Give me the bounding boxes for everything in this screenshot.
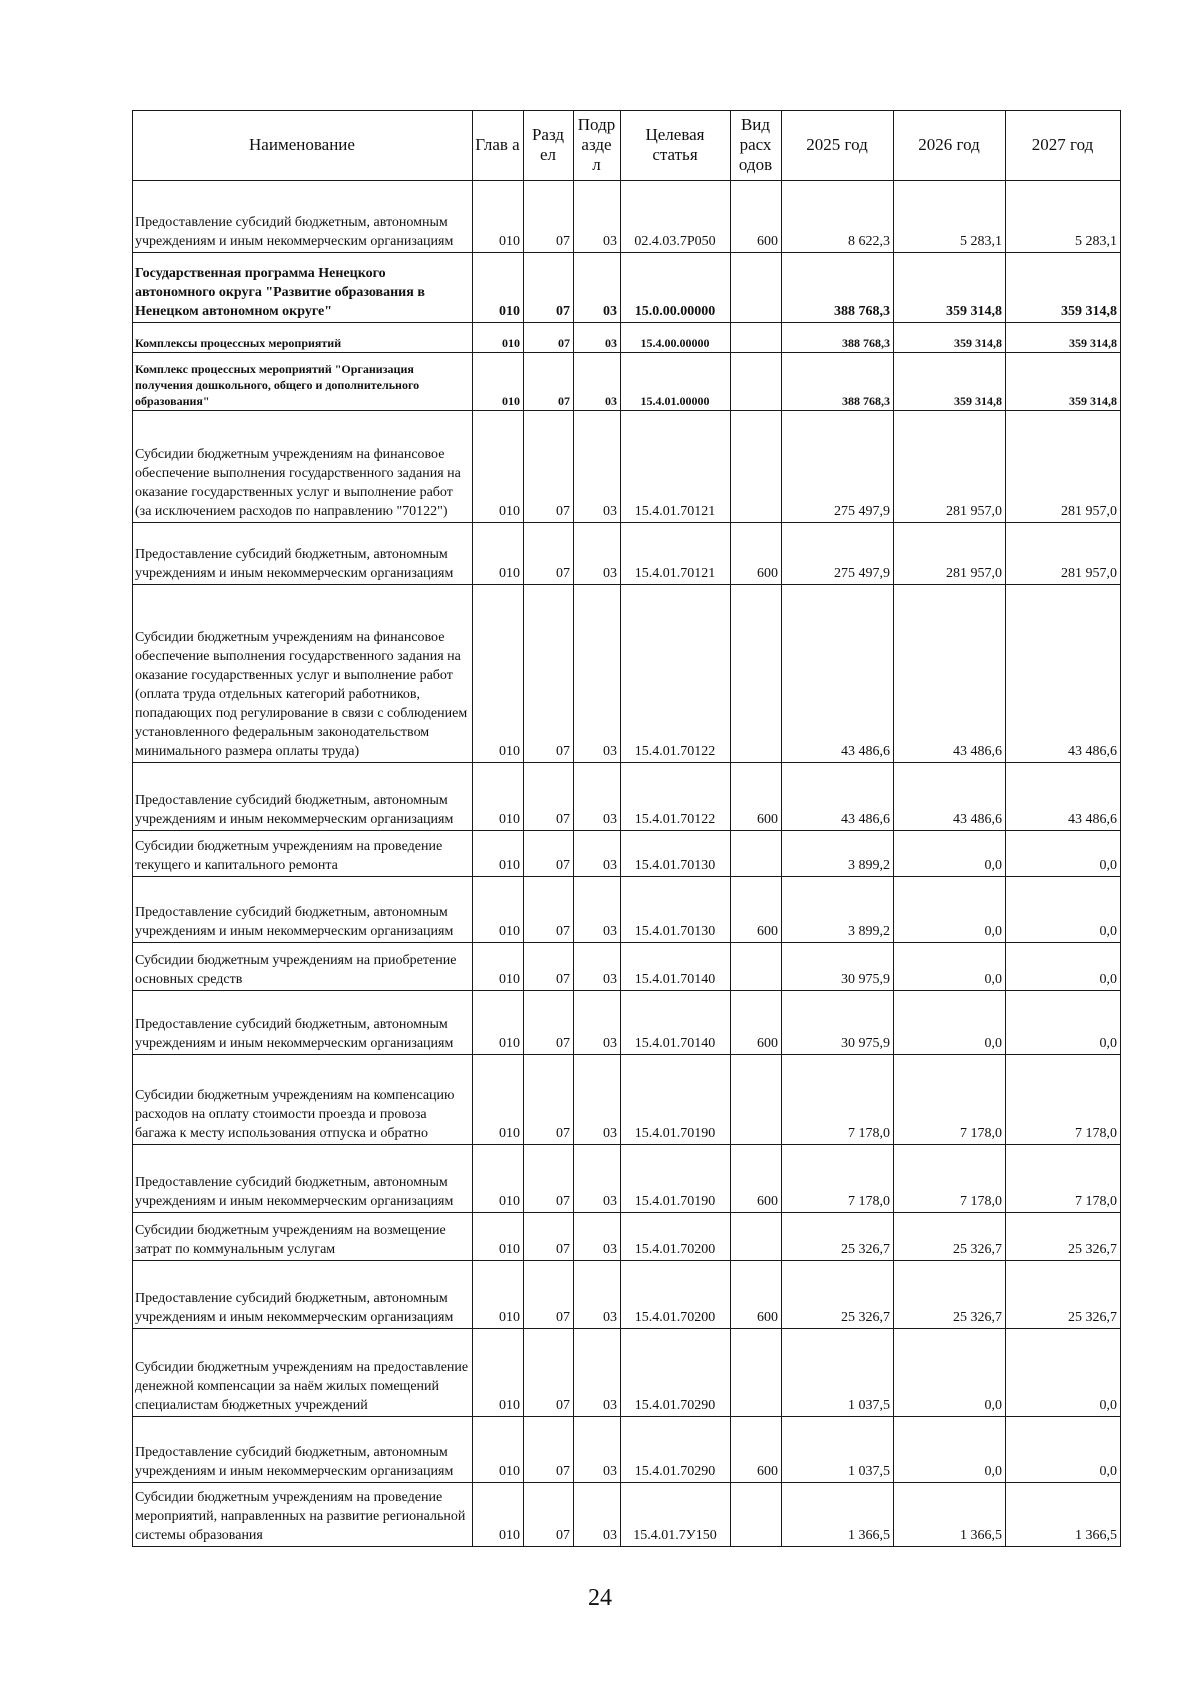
row-name-cell: Субсидии бюджетным учреждениям на проведение текущего и капитального ремонта xyxy=(133,831,473,877)
vid-rashodov-cell xyxy=(731,585,782,763)
razdel-cell: 07 xyxy=(524,585,574,763)
year-2026-cell: 359 314,8 xyxy=(894,253,1006,323)
razdel-cell: 07 xyxy=(524,1213,574,1261)
vid-rashodov-cell xyxy=(731,831,782,877)
tselevaya-statya-cell: 15.4.01.70140 xyxy=(621,943,731,991)
row-name-cell: Субсидии бюджетным учреждениям на приобретение основных средств xyxy=(133,943,473,991)
row-name-cell: Комплексы процессных мероприятий xyxy=(133,323,473,353)
glava-cell: 010 xyxy=(473,411,524,523)
row-name-cell: Субсидии бюджетным учреждениям на возмещение затрат по коммунальным услугам xyxy=(133,1213,473,1261)
podrazdel-cell: 03 xyxy=(574,323,621,353)
year-2025-cell: 8 622,3 xyxy=(782,181,894,253)
table-row xyxy=(133,585,1121,763)
vid-rashodov-cell xyxy=(731,253,782,323)
table-row xyxy=(133,253,1121,323)
year-2026-cell: 359 314,8 xyxy=(894,353,1006,411)
razdel-cell: 07 xyxy=(524,1483,574,1547)
table-row xyxy=(133,1145,1121,1213)
glava-cell: 010 xyxy=(473,763,524,831)
razdel-cell: 07 xyxy=(524,1261,574,1329)
year-2025-cell: 1 037,5 xyxy=(782,1417,894,1483)
vid-rashodov-cell xyxy=(731,1055,782,1145)
year-2025-cell: 30 975,9 xyxy=(782,991,894,1055)
tselevaya-statya-cell: 15.4.01.70122 xyxy=(621,763,731,831)
row-name-cell: Предоставление субсидий бюджетным, автономным учреждениям и иным некоммерческим организациям xyxy=(133,763,473,831)
razdel-cell: 07 xyxy=(524,1145,574,1213)
year-2025-cell: 388 768,3 xyxy=(782,353,894,411)
page-number: 24 xyxy=(588,1585,612,1611)
year-2026-cell: 0,0 xyxy=(894,1417,1006,1483)
year-2025-cell: 3 899,2 xyxy=(782,831,894,877)
podrazdel-cell: 03 xyxy=(574,1145,621,1213)
header-podrazdel: Подр азде л xyxy=(574,111,621,181)
vid-rashodov-cell xyxy=(731,1483,782,1547)
year-2025-cell: 25 326,7 xyxy=(782,1213,894,1261)
row-name-cell: Субсидии бюджетным учреждениям на компенсацию расходов на оплату стоимости проезда и провоза багажа к месту использования отпуска и обратно xyxy=(133,1055,473,1145)
table-row xyxy=(133,323,1121,353)
year-2027-cell: 0,0 xyxy=(1006,943,1121,991)
glava-cell: 010 xyxy=(473,1329,524,1417)
razdel-cell: 07 xyxy=(524,253,574,323)
table-row xyxy=(133,877,1121,943)
table-row xyxy=(133,763,1121,831)
podrazdel-cell: 03 xyxy=(574,1417,621,1483)
tselevaya-statya-cell: 15.4.01.70290 xyxy=(621,1417,731,1483)
podrazdel-cell: 03 xyxy=(574,1483,621,1547)
year-2027-cell: 43 486,6 xyxy=(1006,763,1121,831)
header-tselevaya-statya: Целевая статья xyxy=(621,111,731,181)
table-row xyxy=(133,181,1121,253)
podrazdel-cell: 03 xyxy=(574,1213,621,1261)
year-2025-cell: 275 497,9 xyxy=(782,523,894,585)
vid-rashodov-cell xyxy=(731,411,782,523)
podrazdel-cell: 03 xyxy=(574,585,621,763)
table-row xyxy=(133,1213,1121,1261)
vid-rashodov-cell xyxy=(731,323,782,353)
podrazdel-cell: 03 xyxy=(574,877,621,943)
table-row xyxy=(133,1483,1121,1547)
glava-cell: 010 xyxy=(473,523,524,585)
glava-cell: 010 xyxy=(473,831,524,877)
table-row xyxy=(133,991,1121,1055)
glava-cell: 010 xyxy=(473,253,524,323)
razdel-cell: 07 xyxy=(524,181,574,253)
year-2026-cell: 281 957,0 xyxy=(894,523,1006,585)
year-2026-cell: 1 366,5 xyxy=(894,1483,1006,1547)
year-2025-cell: 275 497,9 xyxy=(782,411,894,523)
podrazdel-cell: 03 xyxy=(574,181,621,253)
table-row xyxy=(133,943,1121,991)
year-2027-cell: 7 178,0 xyxy=(1006,1055,1121,1145)
glava-cell: 010 xyxy=(473,353,524,411)
glava-cell: 010 xyxy=(473,1145,524,1213)
row-name-cell: Субсидии бюджетным учреждениям на предоставление денежной компенсации за наём жилых помещений специалистам бюджетных учреждений xyxy=(133,1329,473,1417)
year-2025-cell: 7 178,0 xyxy=(782,1055,894,1145)
tselevaya-statya-cell: 15.4.01.70190 xyxy=(621,1145,731,1213)
year-2026-cell: 359 314,8 xyxy=(894,323,1006,353)
vid-rashodov-cell: 600 xyxy=(731,763,782,831)
tselevaya-statya-cell: 15.4.01.70130 xyxy=(621,877,731,943)
glava-cell: 010 xyxy=(473,943,524,991)
tselevaya-statya-cell: 02.4.03.7Р050 xyxy=(621,181,731,253)
year-2027-cell: 0,0 xyxy=(1006,1329,1121,1417)
year-2026-cell: 5 283,1 xyxy=(894,181,1006,253)
vid-rashodov-cell xyxy=(731,943,782,991)
glava-cell: 010 xyxy=(473,323,524,353)
razdel-cell: 07 xyxy=(524,877,574,943)
year-2027-cell: 281 957,0 xyxy=(1006,411,1121,523)
table-row xyxy=(133,523,1121,585)
row-name-cell: Предоставление субсидий бюджетным, автономным учреждениям и иным некоммерческим организациям xyxy=(133,1261,473,1329)
row-name-cell: Предоставление субсидий бюджетным, автономным учреждениям и иным некоммерческим организациям xyxy=(133,991,473,1055)
year-2027-cell: 0,0 xyxy=(1006,1417,1121,1483)
year-2027-cell: 281 957,0 xyxy=(1006,523,1121,585)
year-2026-cell: 0,0 xyxy=(894,943,1006,991)
year-2025-cell: 30 975,9 xyxy=(782,943,894,991)
razdel-cell: 07 xyxy=(524,763,574,831)
year-2026-cell: 7 178,0 xyxy=(894,1145,1006,1213)
vid-rashodov-cell: 600 xyxy=(731,1261,782,1329)
year-2027-cell: 43 486,6 xyxy=(1006,585,1121,763)
table-row xyxy=(133,1417,1121,1483)
razdel-cell: 07 xyxy=(524,991,574,1055)
year-2027-cell: 359 314,8 xyxy=(1006,323,1121,353)
vid-rashodov-cell: 600 xyxy=(731,1145,782,1213)
header-glava: Глав а xyxy=(473,111,524,181)
razdel-cell: 07 xyxy=(524,831,574,877)
tselevaya-statya-cell: 15.0.00.00000 xyxy=(621,253,731,323)
podrazdel-cell: 03 xyxy=(574,1329,621,1417)
tselevaya-statya-cell: 15.4.01.70121 xyxy=(621,411,731,523)
row-name-cell: Предоставление субсидий бюджетным, автономным учреждениям и иным некоммерческим организациям xyxy=(133,877,473,943)
tselevaya-statya-cell: 15.4.01.70140 xyxy=(621,991,731,1055)
podrazdel-cell: 03 xyxy=(574,763,621,831)
tselevaya-statya-cell: 15.4.00.00000 xyxy=(621,323,731,353)
podrazdel-cell: 03 xyxy=(574,411,621,523)
vid-rashodov-cell: 600 xyxy=(731,523,782,585)
glava-cell: 010 xyxy=(473,1417,524,1483)
year-2025-cell: 25 326,7 xyxy=(782,1261,894,1329)
table-row xyxy=(133,1261,1121,1329)
glava-cell: 010 xyxy=(473,585,524,763)
podrazdel-cell: 03 xyxy=(574,253,621,323)
razdel-cell: 07 xyxy=(524,523,574,585)
glava-cell: 010 xyxy=(473,1213,524,1261)
razdel-cell: 07 xyxy=(524,1329,574,1417)
year-2026-cell: 0,0 xyxy=(894,877,1006,943)
year-2026-cell: 281 957,0 xyxy=(894,411,1006,523)
razdel-cell: 07 xyxy=(524,1417,574,1483)
podrazdel-cell: 03 xyxy=(574,1261,621,1329)
vid-rashodov-cell: 600 xyxy=(731,991,782,1055)
year-2027-cell: 7 178,0 xyxy=(1006,1145,1121,1213)
glava-cell: 010 xyxy=(473,1261,524,1329)
podrazdel-cell: 03 xyxy=(574,523,621,585)
vid-rashodov-cell xyxy=(731,1329,782,1417)
glava-cell: 010 xyxy=(473,877,524,943)
year-2026-cell: 0,0 xyxy=(894,991,1006,1055)
podrazdel-cell: 03 xyxy=(574,831,621,877)
year-2025-cell: 43 486,6 xyxy=(782,585,894,763)
year-2025-cell: 388 768,3 xyxy=(782,253,894,323)
row-name-cell: Предоставление субсидий бюджетным, автономным учреждениям и иным некоммерческим организациям xyxy=(133,1145,473,1213)
year-2027-cell: 0,0 xyxy=(1006,831,1121,877)
year-2026-cell: 25 326,7 xyxy=(894,1213,1006,1261)
row-name-cell: Субсидии бюджетным учреждениям на финансовое обеспечение выполнения государственного задания на оказание государственных услуг и выполнение работ (оплата труда отдельных категорий работников, попадающих под регулирование в связи с соблюдением установленного федеральным законодательством минимального размера оплаты труда) xyxy=(133,585,473,763)
year-2025-cell: 7 178,0 xyxy=(782,1145,894,1213)
header-name: Наименование xyxy=(133,111,473,181)
tselevaya-statya-cell: 15.4.01.70200 xyxy=(621,1213,731,1261)
year-2026-cell: 43 486,6 xyxy=(894,763,1006,831)
year-2025-cell: 1 366,5 xyxy=(782,1483,894,1547)
year-2025-cell: 3 899,2 xyxy=(782,877,894,943)
podrazdel-cell: 03 xyxy=(574,1055,621,1145)
glava-cell: 010 xyxy=(473,1483,524,1547)
tselevaya-statya-cell: 15.4.01.7У150 xyxy=(621,1483,731,1547)
year-2027-cell: 25 326,7 xyxy=(1006,1213,1121,1261)
header-vid-rashodov: Вид расх одов xyxy=(731,111,782,181)
budget-table xyxy=(132,110,1121,1547)
tselevaya-statya-cell: 15.4.01.70122 xyxy=(621,585,731,763)
glava-cell: 010 xyxy=(473,991,524,1055)
year-2027-cell: 0,0 xyxy=(1006,991,1121,1055)
row-name-cell: Государственная программа Ненецкого автономного округа "Развитие образования в Ненецком автономном округе" xyxy=(133,253,473,323)
razdel-cell: 07 xyxy=(524,1055,574,1145)
razdel-cell: 07 xyxy=(524,353,574,411)
year-2026-cell: 43 486,6 xyxy=(894,585,1006,763)
tselevaya-statya-cell: 15.4.01.70200 xyxy=(621,1261,731,1329)
vid-rashodov-cell: 600 xyxy=(731,1417,782,1483)
vid-rashodov-cell xyxy=(731,1213,782,1261)
year-2027-cell: 25 326,7 xyxy=(1006,1261,1121,1329)
header-year-2027: 2027 год xyxy=(1006,111,1121,181)
year-2027-cell: 359 314,8 xyxy=(1006,353,1121,411)
razdel-cell: 07 xyxy=(524,411,574,523)
year-2027-cell: 359 314,8 xyxy=(1006,253,1121,323)
row-name-cell: Комплекс процессных мероприятий "Организация получения дошкольного, общего и дополнительного образования" xyxy=(133,353,473,411)
row-name-cell: Предоставление субсидий бюджетным, автономным учреждениям и иным некоммерческим организациям xyxy=(133,523,473,585)
tselevaya-statya-cell: 15.4.01.70130 xyxy=(621,831,731,877)
table-row xyxy=(133,411,1121,523)
year-2026-cell: 0,0 xyxy=(894,831,1006,877)
row-name-cell: Предоставление субсидий бюджетным, автономным учреждениям и иным некоммерческим организациям xyxy=(133,1417,473,1483)
year-2025-cell: 1 037,5 xyxy=(782,1329,894,1417)
year-2026-cell: 25 326,7 xyxy=(894,1261,1006,1329)
vid-rashodov-cell: 600 xyxy=(731,181,782,253)
table-row xyxy=(133,353,1121,411)
podrazdel-cell: 03 xyxy=(574,943,621,991)
table-body xyxy=(133,181,1121,1547)
row-name-cell: Субсидии бюджетным учреждениям на финансовое обеспечение выполнения государственного задания на оказание государственных услуг и выполнение работ (за исключением расходов по направлению "70122") xyxy=(133,411,473,523)
razdel-cell: 07 xyxy=(524,323,574,353)
tselevaya-statya-cell: 15.4.01.70121 xyxy=(621,523,731,585)
year-2025-cell: 388 768,3 xyxy=(782,323,894,353)
year-2027-cell: 5 283,1 xyxy=(1006,181,1121,253)
table-row xyxy=(133,831,1121,877)
podrazdel-cell: 03 xyxy=(574,991,621,1055)
tselevaya-statya-cell: 15.4.01.70290 xyxy=(621,1329,731,1417)
table-row xyxy=(133,1055,1121,1145)
year-2026-cell: 7 178,0 xyxy=(894,1055,1006,1145)
header-year-2026: 2026 год xyxy=(894,111,1006,181)
row-name-cell: Предоставление субсидий бюджетным, автономным учреждениям и иным некоммерческим организациям xyxy=(133,181,473,253)
header-razdel: Разд ел xyxy=(524,111,574,181)
vid-rashodov-cell xyxy=(731,353,782,411)
year-2027-cell: 0,0 xyxy=(1006,877,1121,943)
header-year-2025: 2025 год xyxy=(782,111,894,181)
year-2027-cell: 1 366,5 xyxy=(1006,1483,1121,1547)
year-2026-cell: 0,0 xyxy=(894,1329,1006,1417)
razdel-cell: 07 xyxy=(524,943,574,991)
glava-cell: 010 xyxy=(473,181,524,253)
year-2025-cell: 43 486,6 xyxy=(782,763,894,831)
header-row xyxy=(133,111,1121,181)
podrazdel-cell: 03 xyxy=(574,353,621,411)
tselevaya-statya-cell: 15.4.01.70190 xyxy=(621,1055,731,1145)
row-name-cell: Субсидии бюджетным учреждениям на проведение мероприятий, направленных на развитие региональной системы образования xyxy=(133,1483,473,1547)
table-row xyxy=(133,1329,1121,1417)
glava-cell: 010 xyxy=(473,1055,524,1145)
vid-rashodov-cell: 600 xyxy=(731,877,782,943)
tselevaya-statya-cell: 15.4.01.00000 xyxy=(621,353,731,411)
